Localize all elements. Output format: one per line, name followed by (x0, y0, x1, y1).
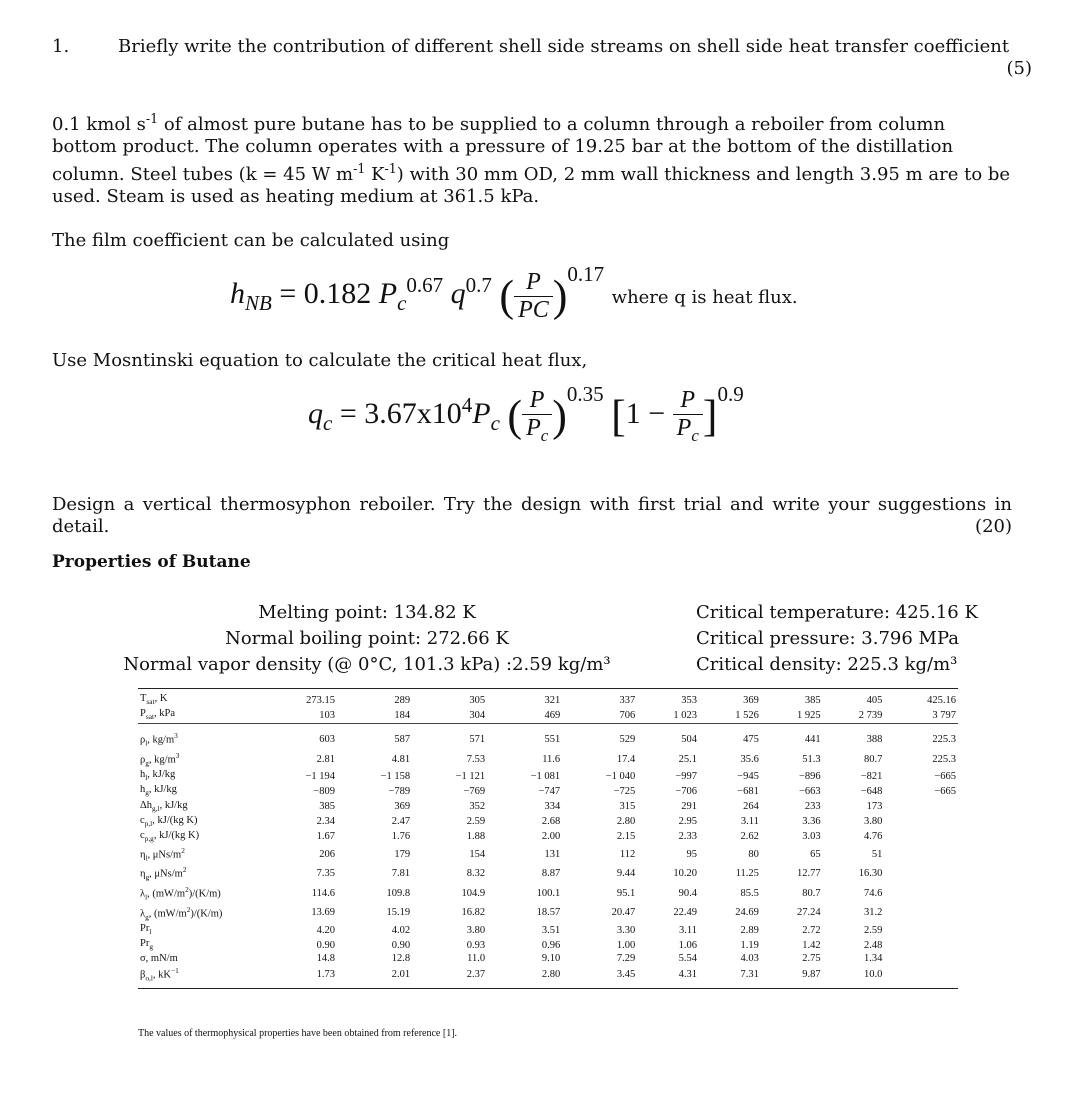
table-cell: 1.19 (740, 939, 759, 951)
table-cell: 2.37 (412, 965, 487, 988)
table-cell: −945 (737, 770, 759, 782)
normal-vapor-density: Normal vapor density (@ 0°C, 101.3 kPa) :2.59 kg/m³ (123, 654, 611, 675)
eq1-lhs: h (230, 277, 245, 310)
data-row (138, 800, 958, 815)
table-cell: 16.30 (858, 868, 883, 880)
table-cell: 305 (412, 689, 487, 709)
table-cell: 4.31 (637, 965, 699, 988)
eq2-frac2-num: P (673, 387, 703, 415)
table-footnote: The values of thermophysical properties have been obtained from reference [1]. (138, 1028, 458, 1039)
row-label: $h_l$, kJ/kg (140, 769, 176, 783)
table-cell: −1 194 (305, 770, 336, 782)
table-cell: 4.81 (391, 753, 411, 765)
eq2-pc: P (472, 397, 491, 430)
table-cell: 7.35 (316, 868, 336, 880)
table-cell: −665 (934, 786, 956, 798)
table-cell: 1.42 (802, 939, 821, 951)
table-cell: 369 (394, 801, 411, 813)
table-cell: 11.6 (542, 753, 561, 765)
table-cell: 154 (469, 848, 486, 860)
table-cell: 10.0 (823, 965, 885, 988)
table-cell: 0.93 (466, 939, 486, 951)
table-cell: 551 (544, 733, 561, 745)
data-row (138, 815, 958, 830)
eq2-exp1: 0.35 (566, 382, 604, 406)
table-cell: 12.8 (391, 953, 411, 965)
table-cell: 2.33 (678, 831, 698, 843)
eq2-frac-num: P (522, 387, 552, 415)
table-cell: 0.90 (316, 939, 336, 951)
equation-film-coefficient: $h_{NB} = 0.182$ $P_c^{0.67}$ $q^{0.7}$ ( $\frac{P}{PC}$ )$^{0.17}$ where q is heat flux. (230, 262, 798, 323)
eq1-q: q (450, 277, 466, 310)
table-cell: 291 (681, 801, 698, 813)
table-cell: −809 (313, 786, 336, 798)
table-cell: 74.6 (864, 887, 883, 899)
table-cell: 2.68 (541, 816, 561, 828)
table-cell: 2.75 (802, 953, 821, 965)
eq2-exp10: 4 (461, 393, 473, 417)
table-cell: 3.51 (541, 924, 561, 936)
critical-density: Critical density: 225.3 kg/m³ (696, 654, 958, 675)
table-cell: 264 (743, 801, 759, 813)
table-cell: 2.15 (616, 831, 636, 843)
table-cell: 233 (804, 801, 821, 813)
film-coefficient-text: The film coefficient can be calculated using (52, 230, 450, 251)
table-cell: 425.16 (884, 689, 958, 709)
table-cell: 11.0 (467, 953, 486, 965)
data-row (138, 965, 958, 988)
design-marks: (20) (975, 516, 1012, 537)
data-row (138, 784, 958, 799)
critical-temperature: Critical temperature: 425.16 K (696, 602, 978, 623)
eq1-coef: = 0.182 (271, 277, 379, 310)
table-cell: 3.36 (802, 816, 821, 828)
data-row (138, 953, 958, 965)
question-text: Briefly write the contribution of different shell side streams on shell side heat transfer coefficient (118, 36, 1010, 57)
table-cell (884, 884, 958, 904)
table-cell: 103 (319, 709, 336, 721)
data-row (138, 923, 958, 938)
eq2-lhs: q (308, 397, 323, 430)
row-label: $c_{p,g}$, kJ/(kg K) (140, 829, 200, 843)
table-cell: 3.11 (679, 924, 698, 936)
table-cell: 20.47 (611, 907, 636, 919)
table-cell: 1.67 (316, 831, 336, 843)
table-cell: 4.20 (316, 924, 336, 936)
table-cell: 9.44 (616, 868, 636, 880)
table-cell: 12.77 (797, 868, 821, 880)
table-cell: 104.9 (461, 887, 486, 899)
eq2-pc-sub: c (490, 411, 500, 435)
properties-heading: Properties of Butane (52, 552, 251, 572)
table-cell (884, 815, 958, 830)
table-cell: 3.30 (616, 924, 636, 936)
table-cell: 315 (619, 801, 636, 813)
table-cell: −1 081 (530, 770, 561, 782)
question-marks: (5) (1006, 58, 1032, 79)
table-cell: 3.45 (562, 965, 637, 988)
eq2-frac2-den: P (676, 414, 692, 441)
eq1-lhs-sub: NB (245, 291, 272, 315)
table-cell: 3.03 (802, 831, 821, 843)
table-cell: 1.73 (262, 965, 337, 988)
table-cell (884, 800, 958, 815)
data-row (138, 750, 958, 770)
eq1-frac-num: P (514, 269, 553, 297)
row-label: $Pr_l$ (140, 923, 152, 937)
table-cell: 179 (394, 848, 411, 860)
eq2-one: 1 − (625, 397, 673, 430)
table-cell: 11.25 (735, 868, 759, 880)
table-cell: 603 (319, 733, 336, 745)
data-row (138, 864, 958, 884)
table-cell: −1 040 (605, 770, 636, 782)
table-cell: 65 (810, 848, 821, 860)
table-cell: −789 (388, 786, 411, 798)
table-cell: 405 (823, 689, 885, 709)
equation-critical-heat-flux: $q_c = 3.67x10^4P_c$ ( $\frac{P}{P_c}$ )$^{0.35}$ [1 − $\frac{P}{P_c}$ ]$^{0.9}$ (308, 382, 744, 445)
data-table (138, 688, 958, 989)
eq2-exp2: 0.9 (717, 382, 744, 406)
table-cell: 2.72 (802, 924, 821, 936)
eq1-pc: P (378, 277, 398, 310)
table-cell: −706 (675, 786, 698, 798)
table-cell (884, 953, 958, 965)
melting-point: Melting point: 134.82 K (258, 602, 476, 623)
table-cell: 7.81 (391, 868, 411, 880)
data-row (138, 769, 958, 784)
row-label: $\Delta h_{g,l}$, kJ/kg (140, 799, 188, 813)
table-cell: 8.87 (541, 868, 561, 880)
eq2-coef: = 3.67x10 (332, 397, 462, 430)
data-row (138, 884, 958, 904)
table-cell: 587 (394, 733, 411, 745)
table-cell: 17.4 (616, 753, 636, 765)
table-cell: 1 925 (797, 709, 821, 721)
table-cell: 80 (748, 848, 759, 860)
table-cell: −1 121 (455, 770, 486, 782)
eq2-frac2-den-sub: c (691, 425, 699, 445)
table-cell: 35.6 (740, 753, 759, 765)
table-cell: 90.4 (678, 887, 698, 899)
design-text: Design a vertical thermosyphon reboiler. Try the design with first trial and write your suggestions in detail. (52, 494, 1012, 537)
table-cell: 112 (619, 848, 636, 860)
table-cell: 571 (469, 733, 486, 745)
table-cell: 14.8 (316, 953, 336, 965)
table-cell: 706 (619, 709, 636, 721)
table-cell: 27.24 (797, 907, 821, 919)
table-cell: 95.1 (616, 887, 636, 899)
table-cell: 2.48 (864, 939, 883, 951)
header-row (138, 689, 958, 709)
table-cell: 385 (761, 689, 823, 709)
row-label: $h_g$, kJ/kg (140, 784, 177, 798)
design-task (52, 494, 1012, 538)
table-cell: 80.7 (802, 887, 821, 899)
table-cell: 1 526 (735, 709, 759, 721)
problem-statement: 0.1 kmol $s^{-1}$ of almost pure butane has to be supplied to a column through a reboiler from column bottom product. The column operates with a pressure of 19.25 bar at the bottom of the distillation column. Steel tubes (k = 45 W $m^{-1}$ $K^{-1}$) with 30 mm OD, 2 mm wall thickness and length 3.95 m are to be used. Steam is used as heating medium at 361.5 kPa. (52, 111, 1011, 207)
normal-boiling-point: Normal boiling point: 272.66 K (225, 628, 509, 649)
table-cell: 7.29 (616, 953, 636, 965)
data-row (138, 830, 958, 845)
table-cell: 22.49 (673, 907, 698, 919)
table-cell: 469 (544, 709, 561, 721)
row-label: $\lambda_l$, $(mW/m^2)/(K/m)$ (140, 885, 221, 902)
table-cell: 388 (866, 733, 883, 745)
row-label: $P_{sat}$, kPa (140, 708, 176, 722)
table-cell: 3.11 (740, 816, 759, 828)
data-row (138, 938, 958, 953)
row-label: $\beta_{o,l}$, $kK^{-1}$ (138, 965, 262, 988)
properties-left (52, 600, 682, 678)
table-cell (884, 845, 958, 865)
table-cell (884, 938, 958, 953)
table-cell: 369 (699, 689, 761, 709)
table-cell: −821 (860, 770, 883, 782)
table-cell: −769 (463, 786, 486, 798)
table-cell: 10.20 (673, 868, 698, 880)
table-cell: 337 (562, 689, 637, 709)
table-cell: 206 (319, 848, 336, 860)
row-label: $Pr_g$ (140, 938, 154, 952)
mosntinski-text: Use Mosntinski equation to calculate the critical heat flux, (52, 350, 588, 371)
table-cell: 1.88 (466, 831, 486, 843)
table-cell: 2.59 (864, 924, 883, 936)
table-cell: 0.96 (541, 939, 561, 951)
table-cell: −747 (538, 786, 561, 798)
table-cell: 1.76 (391, 831, 411, 843)
table-cell: 353 (637, 689, 699, 709)
table-cell: −896 (798, 770, 821, 782)
properties-right (696, 600, 1056, 678)
table-cell: −725 (613, 786, 636, 798)
table-cell: 1.00 (616, 939, 636, 951)
table-cell: 4.76 (864, 831, 883, 843)
table-cell: −665 (934, 770, 956, 782)
table-cell: 273.15 (262, 689, 337, 709)
table-cell: 2.81 (316, 753, 336, 765)
table-cell: −663 (798, 786, 821, 798)
critical-pressure: Critical pressure: 3.796 MPa (696, 628, 960, 649)
table-cell: 4.03 (740, 953, 759, 965)
eq1-where: where q is heat flux. (611, 287, 798, 308)
table-cell: 289 (337, 689, 412, 709)
table-cell (884, 923, 958, 938)
table-cell: 18.57 (536, 907, 561, 919)
table-cell: 13.69 (311, 907, 336, 919)
thermophysical-table (138, 688, 958, 989)
table-cell: 352 (469, 801, 486, 813)
table-cell: 2.00 (541, 831, 561, 843)
table-cell: 2.34 (316, 816, 336, 828)
table-cell: 51 (871, 848, 883, 860)
data-row (138, 730, 958, 750)
table-cell: 504 (681, 733, 698, 745)
table-cell: 475 (743, 733, 759, 745)
table-cell: 2.47 (391, 816, 411, 828)
table-cell: −1 158 (380, 770, 411, 782)
table-cell: 2.62 (740, 831, 759, 843)
table-cell: 2.95 (678, 816, 698, 828)
table-cell: 5.54 (678, 953, 698, 965)
table-cell: 385 (319, 801, 336, 813)
table-cell: 7.31 (699, 965, 761, 988)
table-cell: 95 (686, 848, 698, 860)
table-cell (884, 965, 958, 988)
table-cell: 304 (469, 709, 486, 721)
eq2-frac-den-sub: c (540, 425, 549, 445)
eq1-pc-exp: 0.67 (406, 273, 444, 297)
table-cell: 1.06 (678, 939, 698, 951)
table-cell: 131 (544, 848, 561, 860)
table-cell: 85.5 (740, 887, 759, 899)
table-cell: 8.32 (466, 868, 486, 880)
table-cell: 1 023 (673, 709, 698, 721)
row-label: $\lambda_g$, $(mW/m^2)/(K/m)$ (140, 904, 223, 922)
table-cell: 441 (804, 733, 821, 745)
table-cell: 24.69 (735, 907, 759, 919)
table-cell (884, 830, 958, 845)
table-cell (884, 864, 958, 884)
header-row (138, 708, 958, 724)
table-cell: 173 (866, 801, 883, 813)
table-cell: 321 (487, 689, 562, 709)
row-label: $c_{p,l}$, kJ/(kg K) (140, 814, 198, 828)
table-cell: 334 (544, 801, 561, 813)
eq1-pc-sub: c (397, 291, 407, 315)
table-cell: 9.10 (541, 953, 561, 965)
question-number: 1. (52, 36, 70, 57)
data-row (138, 904, 958, 924)
table-cell: 3 797 (932, 709, 956, 721)
table-cell: 529 (619, 733, 636, 745)
table-cell: 184 (394, 709, 411, 721)
table-cell: 25.1 (678, 753, 698, 765)
table-cell: 4.02 (391, 924, 411, 936)
table-cell: 51.3 (802, 753, 821, 765)
eq1-exp: 0.17 (567, 262, 605, 286)
table-cell: 16.82 (461, 907, 486, 919)
table-cell: 100.1 (536, 887, 561, 899)
table-cell: −648 (860, 786, 883, 798)
table-cell: 31.2 (864, 907, 883, 919)
table-cell: 225.3 (932, 733, 956, 745)
table-cell: 109.8 (386, 887, 411, 899)
eq2-frac-den: P (526, 414, 541, 441)
row-label: $\rho_g$, $kg/m^3$ (140, 750, 180, 768)
table-cell: 15.19 (386, 907, 411, 919)
table-cell: 2.89 (740, 924, 759, 936)
table-cell: 2.80 (487, 965, 562, 988)
data-row (138, 845, 958, 865)
table-cell: −681 (737, 786, 759, 798)
eq1-frac-den: PC (518, 296, 549, 323)
table-cell: 225.3 (932, 753, 956, 765)
table-cell: 80.7 (864, 753, 883, 765)
table-cell: 7.53 (466, 753, 486, 765)
table-cell: 114.6 (311, 887, 336, 899)
table-cell: −997 (675, 770, 698, 782)
table-cell: 0.90 (391, 939, 411, 951)
table-cell: 2.59 (466, 816, 486, 828)
table-cell: 2.80 (616, 816, 636, 828)
eq2-lhs-sub: c (323, 411, 333, 435)
row-label: σ, mN/m (140, 953, 178, 965)
row-label: $T_{sat}$, K (138, 689, 262, 709)
table-cell (884, 904, 958, 924)
table-cell: 2.01 (337, 965, 412, 988)
row-label: $\eta_g$, μNs/$m^2$ (140, 865, 187, 883)
eq1-q-exp: 0.7 (465, 273, 492, 297)
table-cell: 3.80 (466, 924, 486, 936)
table-cell: 1.34 (864, 953, 883, 965)
table-cell: 2 739 (858, 709, 883, 721)
table-cell: 9.87 (761, 965, 823, 988)
row-label: $\eta_l$, μNs/$m^2$ (140, 845, 185, 863)
row-label: $\rho_l$, $kg/m^3$ (140, 731, 178, 748)
table-cell: 3.80 (864, 816, 883, 828)
